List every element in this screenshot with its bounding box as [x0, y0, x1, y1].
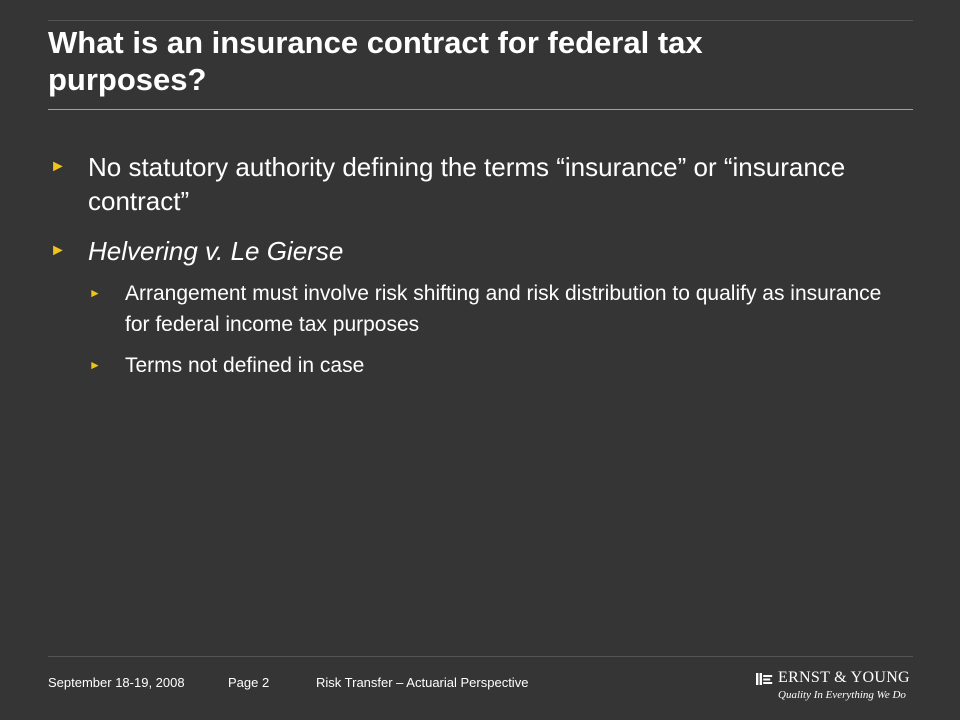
footer-date: September 18-19, 2008: [48, 675, 185, 690]
bullet-text: Helvering v. Le Gierse: [88, 236, 344, 266]
bullet-item: [48, 234, 908, 268]
sub-bullet-text: Arrangement must involve risk shifting and risk distribution to qualify as insurance for federal income tax purposes: [125, 282, 882, 336]
sub-bullet-text: Terms not defined in case: [125, 354, 365, 377]
bullet-item: [48, 150, 908, 218]
footer-page-number: Page 2: [228, 675, 270, 690]
logo-name: ERNST & YOUNG: [778, 669, 910, 686]
bullet-text: No statutory authority defining the terms “insurance” or “insurance contract”: [88, 152, 846, 216]
footer-subject: Risk Transfer – Actuarial Perspective: [316, 675, 529, 690]
sub-bullet-item: [48, 350, 908, 381]
bullet-arrow-icon: ►: [50, 158, 66, 175]
bullet-arrow-icon: ►: [50, 242, 66, 259]
sub-bullet-arrow-icon: ►: [89, 286, 101, 300]
top-divider: [48, 20, 913, 21]
title-underline: [48, 109, 913, 110]
sub-bullet-arrow-icon: ►: [89, 358, 101, 372]
footer-divider: [48, 656, 913, 657]
slide-title: What is an insurance contract for federal tax purposes?: [48, 25, 703, 97]
company-logo: [756, 668, 916, 708]
ey-mark-icon: [756, 672, 774, 686]
sub-bullet-item: [48, 278, 908, 340]
bullet-list: [48, 150, 908, 391]
logo-tagline: Quality In Everything We Do: [778, 689, 906, 701]
